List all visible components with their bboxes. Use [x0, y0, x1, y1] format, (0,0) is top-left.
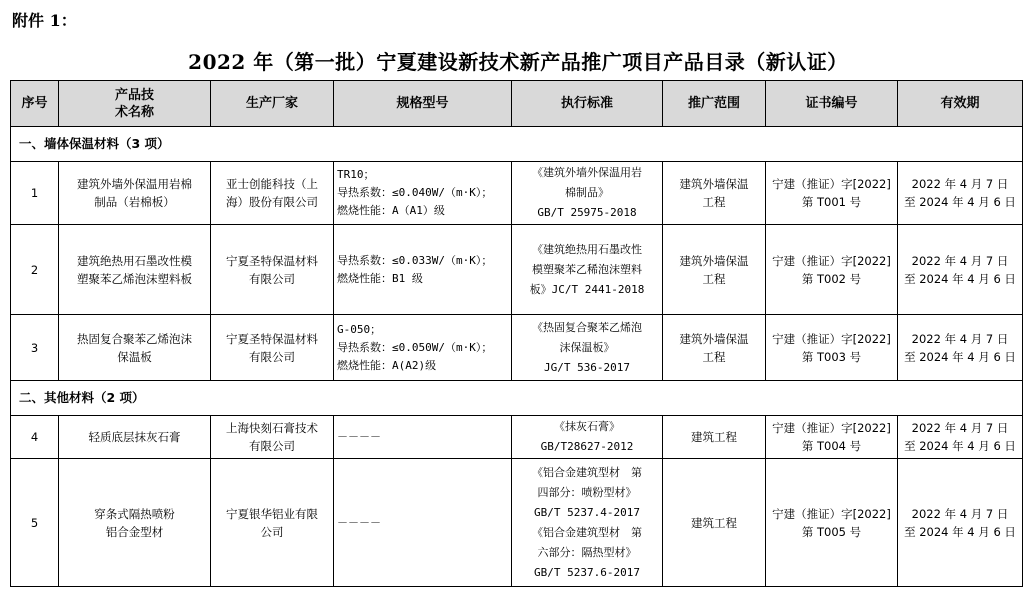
cell-standard-line: 模塑聚苯乙稀泡沫塑料 — [532, 262, 642, 276]
cell-spec-line: 导热系数：≤0.050W/（m·K）； — [337, 340, 493, 354]
cell-spec-line: －－－－ — [337, 430, 381, 443]
cell-valid — [898, 416, 1023, 459]
cell-standard — [512, 416, 663, 459]
cell-scope-line: 工程 — [702, 271, 726, 286]
cell-spec-line: 燃烧性能：A（A1）级 — [337, 204, 445, 217]
table-row — [11, 162, 1023, 225]
cell-valid-line: 至 2024 年 4 月 6 日 — [904, 271, 1016, 286]
cell-cert-line: 宁建（推证）字[2022] — [772, 421, 891, 435]
table-row — [11, 416, 1023, 459]
cell-valid — [898, 459, 1023, 587]
cell-maker-line: 海）股份有限公司 — [226, 195, 318, 209]
cell-valid-line: 至 2024 年 4 月 6 日 — [904, 439, 1016, 453]
cell-scope — [663, 416, 766, 459]
cell-valid-line: 至 2024 年 4 月 6 日 — [904, 349, 1016, 364]
cell-spec-line: 燃烧性能：A(A2)级 — [337, 358, 437, 372]
cell-product-name-line: 铝合金型材 — [105, 524, 164, 539]
cell-valid — [898, 225, 1023, 315]
cell-no — [11, 416, 59, 459]
cell-maker-line: 有限公司 — [249, 349, 295, 364]
cell-cert-line: 宁建（推证）字[2022] — [772, 331, 891, 346]
cell-valid-line: 2022 年 4 月 7 日 — [911, 506, 1009, 521]
cell-spec-line: －－－－ — [337, 515, 381, 529]
table-header-row — [11, 81, 1023, 127]
cell-standard-line: GB/T28627-2012 — [540, 440, 634, 453]
cell-product-name-line: 制品（岩棉板） — [94, 195, 175, 209]
cell-maker-line: 宁夏圣特保温材料 — [226, 253, 318, 268]
cell-standard-line: 《建筑绝热用石墨改性 — [532, 242, 642, 256]
cell-cert-line: 宁建（推证）字[2022] — [772, 506, 891, 521]
section-header-row — [11, 381, 1023, 416]
header-name-line: 术名称 — [114, 104, 154, 120]
cell-scope-line: 建筑外墙保温 — [679, 331, 749, 346]
cell-standard-line: GB/T 5237.4-2017 — [534, 505, 640, 519]
cell-scope-line: 建筑工程 — [691, 515, 737, 530]
cell-product-name-line: 穿条式隔热喷粉 — [94, 506, 175, 521]
header-standard: 执行标准 — [512, 81, 663, 127]
cell-valid — [898, 315, 1023, 381]
cell-standard-line: 《热固复合聚苯乙烯泡 — [532, 320, 642, 334]
cell-standard-line: GB/T 5237.6-2017 — [534, 565, 640, 579]
cell-product-name-line: 建筑外墙外保温用岩棉 — [77, 177, 192, 191]
cell-scope-line: 工程 — [702, 195, 726, 209]
cell-maker-line: 上海快刻石膏技术 — [226, 421, 318, 435]
cell-maker-line: 公司 — [260, 524, 284, 539]
cell-spec-line: G-050； — [337, 322, 382, 336]
table-row — [11, 225, 1023, 315]
cell-maker — [211, 162, 334, 225]
cell-scope-line: 建筑外墙保温 — [679, 177, 749, 191]
cell-scope-line: 工程 — [702, 349, 726, 364]
section-title: 二、其他材料（2 项） — [11, 381, 1023, 416]
cell-cert-line: 第 T002 号 — [801, 271, 862, 286]
cell-cert-line: 第 T001 号 — [801, 195, 862, 209]
cell-product-name — [59, 416, 211, 459]
cell-valid-line: 至 2024 年 4 月 6 日 — [904, 524, 1016, 539]
cell-spec-line: TR10； — [337, 168, 375, 181]
cell-maker-line: 宁夏银华铝业有限 — [226, 506, 318, 521]
cell-no — [11, 162, 59, 225]
cell-standard — [512, 225, 663, 315]
cell-maker-line: 有限公司 — [249, 271, 295, 286]
cell-cert — [766, 459, 898, 587]
cell-product-name-line: 轻质底层抹灰石膏 — [88, 430, 181, 444]
cell-standard-line: 《抹灰石膏》 — [554, 420, 620, 433]
header-maker: 生产厂家 — [211, 81, 334, 127]
cell-product-name-line: 塑聚苯乙烯泡沫塑料板 — [77, 271, 192, 286]
cell-standard-line: 《建筑外墙外保温用岩 — [532, 166, 642, 179]
cell-maker-line: 宁夏圣特保温材料 — [226, 331, 318, 346]
cell-standard-line: GB/T 25975-2018 — [537, 206, 637, 219]
cell-cert — [766, 162, 898, 225]
cell-standard — [512, 459, 663, 587]
cell-standard-line: 六部分：隔热型材》 — [537, 545, 637, 559]
cell-standard-line: 四部分：喷粉型材》 — [537, 485, 637, 499]
cell-scope — [663, 459, 766, 587]
attachment-label: 附件 1： — [12, 11, 77, 30]
cell-spec — [334, 459, 512, 587]
cell-cert — [766, 315, 898, 381]
cell-standard-line: 棉制品》 — [565, 186, 609, 199]
header-scope: 推广范围 — [663, 81, 766, 127]
header-valid: 有效期 — [898, 81, 1023, 127]
cell-valid-line: 2022 年 4 月 7 日 — [911, 331, 1009, 346]
cell-valid-line: 2022 年 4 月 7 日 — [911, 421, 1009, 435]
cell-cert — [766, 416, 898, 459]
cell-cert — [766, 225, 898, 315]
cell-spec-line: 导热系数：≤0.033W/（m·K）； — [337, 253, 493, 267]
cell-spec — [334, 315, 512, 381]
cell-no — [11, 225, 59, 315]
cell-cert-line: 第 T005 号 — [801, 524, 862, 539]
cell-valid — [898, 162, 1023, 225]
cell-maker — [211, 315, 334, 381]
cell-maker — [211, 459, 334, 587]
cell-standard-line: 《铝合金建筑型材 第 — [532, 525, 642, 539]
table-row — [11, 315, 1023, 381]
cell-no-line: 5 — [30, 515, 39, 530]
cell-valid-line: 至 2024 年 4 月 6 日 — [904, 195, 1016, 209]
header-no: 序号 — [11, 81, 59, 127]
section-title: 一、墙体保温材料（3 项） — [11, 127, 1023, 162]
document-title: 2022 年（第一批）宁夏建设新技术新产品推广项目产品目录（新认证） — [188, 50, 848, 74]
cell-product-name — [59, 162, 211, 225]
cell-scope-line: 建筑工程 — [691, 430, 737, 444]
cell-no-line: 2 — [30, 262, 39, 277]
cell-no-line: 4 — [30, 430, 39, 444]
cell-cert-line: 第 T003 号 — [801, 349, 862, 364]
cell-maker-line: 亚士创能科技（上 — [226, 177, 318, 191]
cell-standard — [512, 315, 663, 381]
cell-standard-line: 沫保温板》 — [559, 340, 615, 354]
header-name-line: 产品技 — [114, 87, 154, 103]
cell-product-name — [59, 315, 211, 381]
cell-scope — [663, 315, 766, 381]
cell-product-name — [59, 459, 211, 587]
header-product-name — [59, 81, 211, 127]
cell-standard — [512, 162, 663, 225]
cell-no — [11, 315, 59, 381]
cell-product-name — [59, 225, 211, 315]
cell-spec — [334, 225, 512, 315]
cell-standard-line: JG/T 536-2017 — [543, 360, 631, 374]
cell-product-name-line: 保温板 — [117, 349, 152, 364]
cell-maker-line: 有限公司 — [249, 439, 295, 453]
cell-product-name-line: 热固复合聚苯乙烯泡沫 — [77, 331, 192, 346]
cell-cert-line: 宁建（推证）字[2022] — [772, 253, 891, 268]
cell-spec — [334, 162, 512, 225]
cell-valid-line: 2022 年 4 月 7 日 — [911, 177, 1009, 191]
cell-product-name-line: 建筑绝热用石墨改性模 — [77, 253, 192, 268]
cell-valid-line: 2022 年 4 月 7 日 — [911, 253, 1009, 268]
cell-standard-line: 《铝合金建筑型材 第 — [532, 465, 642, 479]
cell-maker — [211, 416, 334, 459]
product-catalog-table — [10, 80, 1023, 587]
cell-standard-line: 板》JC/T 2441-2018 — [529, 282, 645, 296]
header-spec: 规格型号 — [334, 81, 512, 127]
cell-cert-line: 第 T004 号 — [801, 439, 862, 453]
cell-scope-line: 建筑外墙保温 — [679, 253, 749, 268]
cell-scope — [663, 225, 766, 315]
cell-no-line: 1 — [30, 186, 39, 200]
cell-no-line: 3 — [30, 340, 39, 355]
cell-no — [11, 459, 59, 587]
table-body — [11, 127, 1023, 587]
cell-spec-line: 燃烧性能：B1 级 — [337, 271, 423, 285]
header-cert: 证书编号 — [766, 81, 898, 127]
cell-scope — [663, 162, 766, 225]
cell-cert-line: 宁建（推证）字[2022] — [772, 177, 891, 191]
cell-spec-line: 导热系数：≤0.040W/（m·K）； — [337, 186, 493, 199]
section-header-row — [11, 127, 1023, 162]
cell-spec — [334, 416, 512, 459]
table-row — [11, 459, 1023, 587]
cell-maker — [211, 225, 334, 315]
